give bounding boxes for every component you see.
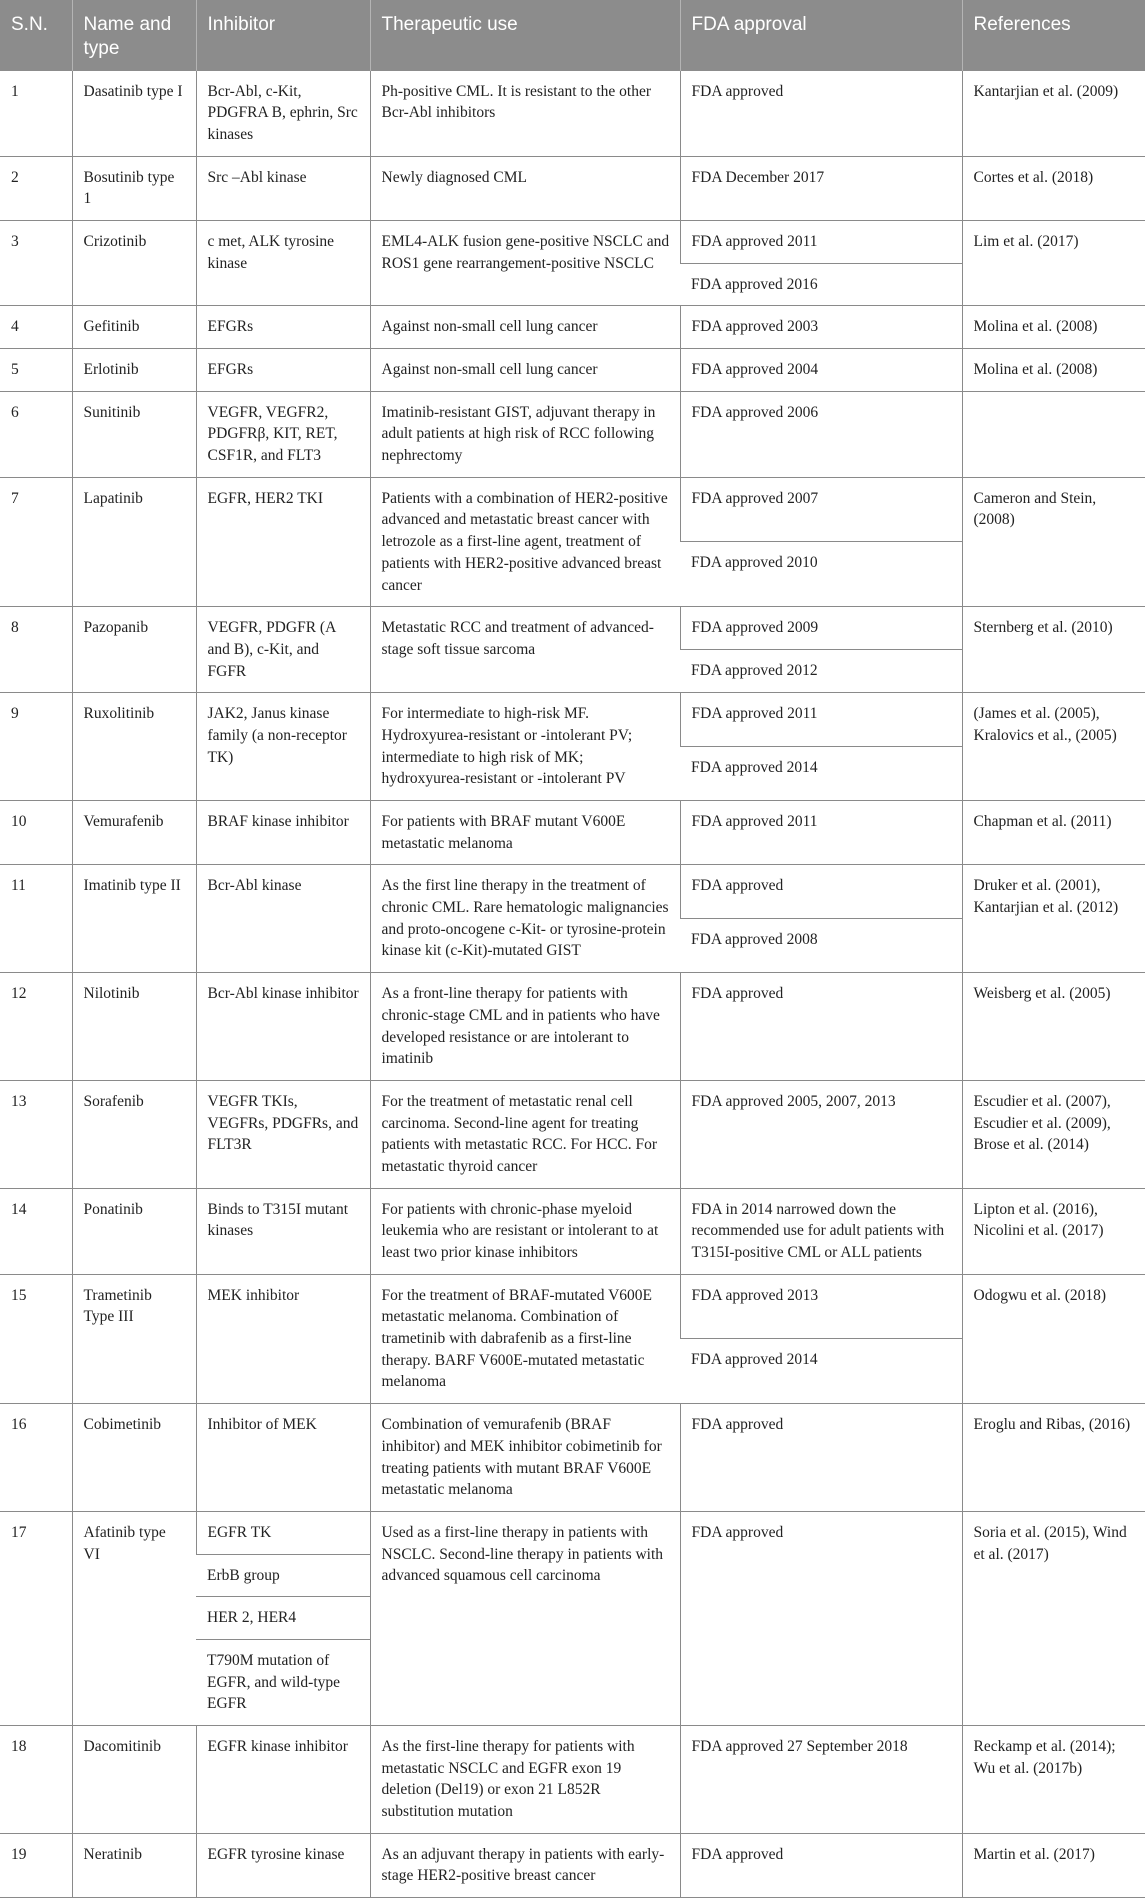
cell-fda-approval: FDA approved 2011: [680, 220, 962, 263]
cell-fda-approval: FDA December 2017: [680, 156, 962, 220]
cell-name-type: Crizotinib: [72, 220, 196, 305]
cell-sn: 12: [0, 973, 72, 1081]
cell-sn: 2: [0, 156, 72, 220]
cell-inhibitor: c met, ALK tyrosine kinase: [196, 220, 370, 305]
cell-sn: 5: [0, 349, 72, 392]
table-row: [0, 477, 1145, 542]
cell-fda-approval: FDA approved 2007: [680, 477, 962, 542]
table-row: [0, 607, 1145, 650]
cell-therapeutic-use: EML4-ALK fusion gene-positive NSCLC and ROS1 gene rearrangement-positive NSCLC: [370, 220, 680, 305]
table-header: [0, 0, 1145, 71]
table-row: [0, 865, 1145, 919]
cell-sn: 3: [0, 220, 72, 305]
cell-name-type: Cobimetinib: [72, 1404, 196, 1512]
cell-references: Reckamp et al. (2014); Wu et al. (2017b): [962, 1726, 1145, 1834]
cell-inhibitor: EGFR TK: [196, 1511, 370, 1554]
cell-inhibitor: Inhibitor of MEK: [196, 1404, 370, 1512]
cell-sn: 13: [0, 1080, 72, 1188]
cell-name-type: Sorafenib: [72, 1080, 196, 1188]
cell-fda-approval: FDA approved 2009: [680, 607, 962, 650]
cell-therapeutic-use: Combination of vemurafenib (BRAF inhibitor) and MEK inhibitor cobimetinib for treating patients with mutant BRAF V600E metastatic melanoma: [370, 1404, 680, 1512]
cell-sn: 11: [0, 865, 72, 973]
cell-name-type: Ponatinib: [72, 1188, 196, 1274]
cell-fda-approval: FDA approved 2010: [680, 542, 962, 607]
cell-therapeutic-use: For patients with BRAF mutant V600E metastatic melanoma: [370, 801, 680, 865]
cell-therapeutic-use: For patients with chronic-phase myeloid leukemia who are resistant or intolerant to at least two prior kinase inhibitors: [370, 1188, 680, 1274]
cell-name-type: Trametinib Type III: [72, 1274, 196, 1403]
cell-sn: 1: [0, 71, 72, 157]
cell-name-type: Dasatinib type I: [72, 71, 196, 157]
cell-therapeutic-use: Patients with a combination of HER2-positive advanced and metastatic breast cancer with letrozole as a first-line agent, treatment of patients with HER2-positive advanced breast cancer: [370, 477, 680, 606]
cell-fda-approval: FDA approved 2011: [680, 801, 962, 865]
cell-therapeutic-use: Metastatic RCC and treatment of advanced-stage soft tissue sarcoma: [370, 607, 680, 693]
table-row: [0, 1833, 1145, 1897]
cell-inhibitor: VEGFR, PDGFR (A and B), c-Kit, and FGFR: [196, 607, 370, 693]
cell-references: Odogwu et al. (2018): [962, 1274, 1145, 1403]
cell-fda-approval: FDA approved 2004: [680, 349, 962, 392]
table-row: [0, 801, 1145, 865]
header-inhibitor: Inhibitor: [196, 0, 370, 71]
cell-sn: 4: [0, 306, 72, 349]
table-row: [0, 349, 1145, 392]
table-row: [0, 973, 1145, 1081]
cell-therapeutic-use: Ph-positive CML. It is resistant to the other Bcr-Abl inhibitors: [370, 71, 680, 157]
cell-fda-approval: FDA approved 2008: [680, 919, 962, 973]
cell-name-type: Neratinib: [72, 1833, 196, 1897]
cell-fda-approval: FDA approved 27 September 2018: [680, 1726, 962, 1834]
cell-references: Weisberg et al. (2005): [962, 973, 1145, 1081]
cell-name-type: Afatinib type VI: [72, 1511, 196, 1725]
cell-therapeutic-use: Against non-small cell lung cancer: [370, 306, 680, 349]
cell-sn: 8: [0, 607, 72, 693]
table-row: [0, 1404, 1145, 1512]
cell-references: (James et al. (2005), Kralovics et al., (2005): [962, 693, 1145, 801]
table-row: [0, 306, 1145, 349]
cell-therapeutic-use: As the first line therapy in the treatment of chronic CML. Rare hematologic malignancies and proto-oncogene c-Kit- or tyrosine-protein kinase kit (c-Kit)-mutated GIST: [370, 865, 680, 973]
cell-inhibitor: VEGFR, VEGFR2, PDGFRβ, KIT, RET, CSF1R, and FLT3: [196, 391, 370, 477]
cell-inhibitor: EGFR, HER2 TKI: [196, 477, 370, 606]
table-row: [0, 1726, 1145, 1834]
cell-sn: 19: [0, 1833, 72, 1897]
cell-therapeutic-use: As a front-line therapy for patients with chronic-stage CML and in patients who have developed resistance or are intolerant to imatinib: [370, 973, 680, 1081]
cell-sn: 17: [0, 1511, 72, 1725]
cell-name-type: Dacomitinib: [72, 1726, 196, 1834]
cell-inhibitor: ErbB group: [196, 1554, 370, 1597]
cell-sn: 10: [0, 801, 72, 865]
cell-inhibitor: JAK2, Janus kinase family (a non-receptor TK): [196, 693, 370, 801]
header-row: [0, 0, 1145, 71]
cell-therapeutic-use: For intermediate to high-risk MF. Hydroxyurea-resistant or -intolerant PV; intermediate to high risk of MK; hydroxyurea-resistant or -intolerant PV: [370, 693, 680, 801]
cell-name-type: Ruxolitinib: [72, 693, 196, 801]
table-row: [0, 71, 1145, 157]
header-therapeutic-use: Therapeutic use: [370, 0, 680, 71]
cell-sn: 15: [0, 1274, 72, 1403]
cell-inhibitor: EGFR kinase inhibitor: [196, 1726, 370, 1834]
cell-references: Soria et al. (2015), Wind et al. (2017): [962, 1511, 1145, 1725]
cell-references: Escudier et al. (2007), Escudier et al. (2009), Brose et al. (2014): [962, 1080, 1145, 1188]
cell-inhibitor: EFGRs: [196, 306, 370, 349]
cell-sn: 7: [0, 477, 72, 606]
cell-fda-approval: FDA in 2014 narrowed down the recommended use for adult patients with T315I-positive CML or ALL patients: [680, 1188, 962, 1274]
cell-fda-approval: FDA approved 2005, 2007, 2013: [680, 1080, 962, 1188]
cell-references: Cameron and Stein, (2008): [962, 477, 1145, 606]
cell-therapeutic-use: Imatinib-resistant GIST, adjuvant therapy in adult patients at high risk of RCC following nephrectomy: [370, 391, 680, 477]
cell-inhibitor: Bcr-Abl kinase: [196, 865, 370, 973]
cell-name-type: Vemurafenib: [72, 801, 196, 865]
cell-fda-approval: FDA approved 2014: [680, 1339, 962, 1404]
cell-fda-approval: FDA approved: [680, 1833, 962, 1897]
cell-inhibitor: Src –Abl kinase: [196, 156, 370, 220]
cell-name-type: Nilotinib: [72, 973, 196, 1081]
cell-references: Cortes et al. (2018): [962, 156, 1145, 220]
cell-therapeutic-use: As an adjuvant therapy in patients with early-stage HER2-positive breast cancer: [370, 1833, 680, 1897]
cell-name-type: Gefitinib: [72, 306, 196, 349]
cell-fda-approval: FDA approved: [680, 865, 962, 919]
cell-inhibitor: Binds to T315I mutant kinases: [196, 1188, 370, 1274]
cell-inhibitor: T790M mutation of EGFR, and wild-type EGFR: [196, 1639, 370, 1725]
cell-therapeutic-use: For the treatment of metastatic renal cell carcinoma. Second-line agent for treating patients with metastatic RCC. For HCC. For metastatic thyroid cancer: [370, 1080, 680, 1188]
table-row: [0, 1080, 1145, 1188]
cell-references: Lim et al. (2017): [962, 220, 1145, 305]
cell-inhibitor: BRAF kinase inhibitor: [196, 801, 370, 865]
cell-references: Molina et al. (2008): [962, 349, 1145, 392]
cell-references: Molina et al. (2008): [962, 306, 1145, 349]
header-name-type: Name and type: [72, 0, 196, 71]
cell-therapeutic-use: As the first-line therapy for patients with metastatic NSCLC and EGFR exon 19 deletion (Del19) or exon 21 L852R substitution mutation: [370, 1726, 680, 1834]
cell-fda-approval: FDA approved: [680, 71, 962, 157]
cell-name-type: Sunitinib: [72, 391, 196, 477]
cell-name-type: Pazopanib: [72, 607, 196, 693]
cell-sn: 16: [0, 1404, 72, 1512]
cell-fda-approval: FDA approved 2013: [680, 1274, 962, 1339]
cell-fda-approval: FDA approved: [680, 1511, 962, 1725]
table-body: [0, 71, 1145, 1898]
cell-name-type: Lapatinib: [72, 477, 196, 606]
cell-references: Martin et al. (2017): [962, 1833, 1145, 1897]
cell-name-type: Erlotinib: [72, 349, 196, 392]
cell-inhibitor: Bcr-Abl, c-Kit, PDGFRA B, ephrin, Src kinases: [196, 71, 370, 157]
header-fda-approval: FDA approval: [680, 0, 962, 71]
cell-references: Eroglu and Ribas, (2016): [962, 1404, 1145, 1512]
table-row: [0, 1188, 1145, 1274]
table-row: [0, 156, 1145, 220]
cell-name-type: Bosutinib type 1: [72, 156, 196, 220]
cell-sn: 18: [0, 1726, 72, 1834]
header-sn: S.N.: [0, 0, 72, 71]
cell-references: Sternberg et al. (2010): [962, 607, 1145, 693]
cell-name-type: Imatinib type II: [72, 865, 196, 973]
cell-inhibitor: MEK inhibitor: [196, 1274, 370, 1403]
cell-sn: 9: [0, 693, 72, 801]
cell-therapeutic-use: Used as a first-line therapy in patients with NSCLC. Second-line therapy in patients with advanced squamous cell carcinoma: [370, 1511, 680, 1725]
cell-inhibitor: EFGRs: [196, 349, 370, 392]
cell-references: Chapman et al. (2011): [962, 801, 1145, 865]
cell-fda-approval: FDA approved: [680, 973, 962, 1081]
cell-fda-approval: FDA approved 2012: [680, 650, 962, 693]
header-references: References: [962, 0, 1145, 71]
cell-references: [962, 391, 1145, 477]
cell-sn: 14: [0, 1188, 72, 1274]
cell-therapeutic-use: Against non-small cell lung cancer: [370, 349, 680, 392]
cell-inhibitor: HER 2, HER4: [196, 1597, 370, 1640]
cell-inhibitor: Bcr-Abl kinase inhibitor: [196, 973, 370, 1081]
table-row: [0, 693, 1145, 747]
table-row: [0, 220, 1145, 263]
cell-fda-approval: FDA approved 2006: [680, 391, 962, 477]
cell-fda-approval: FDA approved: [680, 1404, 962, 1512]
cell-references: Druker et al. (2001), Kantarjian et al. (2012): [962, 865, 1145, 973]
cell-fda-approval: FDA approved 2016: [680, 263, 962, 306]
cell-fda-approval: FDA approved 2014: [680, 747, 962, 801]
cell-sn: 6: [0, 391, 72, 477]
cell-fda-approval: FDA approved 2011: [680, 693, 962, 747]
table-row: [0, 1274, 1145, 1339]
cell-fda-approval: FDA approved 2003: [680, 306, 962, 349]
cell-references: Kantarjian et al. (2009): [962, 71, 1145, 157]
cell-references: Lipton et al. (2016), Nicolini et al. (2017): [962, 1188, 1145, 1274]
cell-therapeutic-use: Newly diagnosed CML: [370, 156, 680, 220]
table-row: [0, 1511, 1145, 1554]
table-row: [0, 391, 1145, 477]
cell-inhibitor: VEGFR TKIs, VEGFRs, PDGFRs, and FLT3R: [196, 1080, 370, 1188]
cell-inhibitor: EGFR tyrosine kinase: [196, 1833, 370, 1897]
cell-therapeutic-use: For the treatment of BRAF-mutated V600E metastatic melanoma. Combination of trametinib with dabrafenib as a first-line therapy. BARF V600E-mutated metastatic melanoma: [370, 1274, 680, 1403]
